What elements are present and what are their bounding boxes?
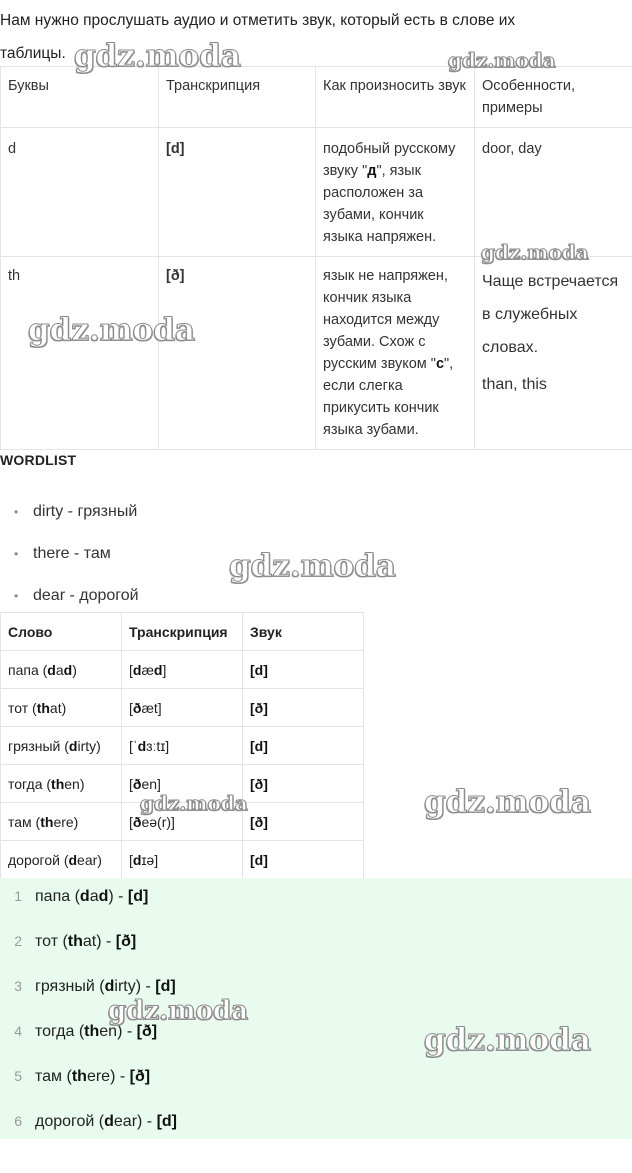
- transcription-cell: [122, 651, 243, 689]
- notes-cell: door, day: [475, 128, 632, 257]
- answer-block: [0, 878, 632, 1139]
- text: папа (: [8, 661, 48, 678]
- header-cell: Особенности, примеры: [475, 67, 632, 128]
- header-cell: Буквы: [1, 67, 159, 128]
- notes-example: than, this: [482, 376, 547, 393]
- table-row: [1, 727, 364, 765]
- text: там (: [35, 1068, 72, 1085]
- word-table: [0, 612, 364, 879]
- watermark-text: gdz.moda: [481, 240, 589, 264]
- text: язык не напряжен, кончик языка находится между зубами. Схож с русским звуком ": [323, 268, 448, 372]
- table-row: [1, 651, 364, 689]
- sound-cell: [243, 651, 364, 689]
- bold-part: d: [68, 737, 78, 754]
- wordlist: [14, 499, 139, 625]
- text: ): [96, 737, 101, 754]
- text: тогда (: [35, 1023, 85, 1040]
- sound-value: [d]: [155, 978, 176, 995]
- text: ", если слегка прикусить кончик языка зубами.: [323, 356, 454, 438]
- bold-part: th: [40, 813, 54, 830]
- letters-cell: th: [1, 257, 159, 450]
- list-item-text: dirty - грязный: [33, 503, 138, 520]
- text: at: [49, 699, 62, 716]
- sound-cell: [243, 689, 364, 727]
- answer-text: [35, 933, 136, 950]
- text: irty: [114, 978, 136, 995]
- item-number: 1: [14, 888, 22, 904]
- word-cell: [1, 651, 122, 689]
- text: [: [129, 851, 133, 868]
- text: eə(r)]: [141, 813, 175, 830]
- sound-cell: [243, 803, 364, 841]
- text: ere: [53, 813, 74, 830]
- watermark-text: gdz.moda: [28, 312, 195, 348]
- sound-cell: [243, 765, 364, 803]
- text: ): [61, 699, 67, 716]
- text: ): [79, 775, 85, 792]
- sound-table-header: [1, 67, 632, 128]
- intro-line-1: Нам нужно прослушать аудио и отметить звук, который есть в слове их: [0, 12, 516, 29]
- table-row: [1, 257, 632, 450]
- bold-part: d: [68, 851, 78, 868]
- watermark-text: gdz.moda: [448, 48, 556, 72]
- header-cell: Звук: [243, 613, 364, 651]
- sound-value: [d]: [127, 888, 149, 905]
- list-item: [0, 929, 177, 974]
- sound-value: [ð]: [115, 933, 137, 950]
- wordlist-heading: WORDLIST: [0, 452, 77, 468]
- bold-part: d: [79, 888, 90, 905]
- transcription-cell: [122, 689, 243, 727]
- bold-part: ð: [132, 775, 142, 792]
- text: грязный (: [8, 737, 69, 754]
- text: irty: [77, 737, 97, 754]
- text: æ: [141, 661, 154, 678]
- text: тот (: [8, 699, 37, 716]
- watermark-text: gdz.moda: [424, 784, 591, 820]
- sound-value: [d]: [250, 737, 268, 754]
- text: ) -: [96, 933, 116, 950]
- text: [: [129, 699, 133, 716]
- text: дорогой (: [35, 1113, 105, 1130]
- sound-value: [d]: [250, 851, 268, 868]
- sound-value: [d]: [156, 1113, 178, 1130]
- header-cell: Транскрипция: [122, 613, 243, 651]
- text: en]: [141, 775, 161, 792]
- bold-part: d: [132, 851, 142, 868]
- sound-value: [ð]: [250, 699, 268, 716]
- text: папа (: [35, 888, 80, 905]
- bold-part: ð: [132, 699, 142, 716]
- text: ) -: [108, 888, 128, 905]
- text: at: [82, 933, 97, 950]
- notes-text: Чаще встречается в служебных словах.: [482, 273, 619, 356]
- pronunciation-cell: [316, 128, 475, 257]
- intro-line-2: таблицы.: [0, 45, 66, 62]
- item-number: 4: [14, 1023, 22, 1039]
- list-item: [14, 541, 139, 583]
- table-row: [1, 841, 364, 879]
- item-number: 3: [14, 978, 22, 994]
- text: тот (: [35, 933, 68, 950]
- watermark-text: gdz.moda: [140, 791, 248, 815]
- word-cell: [1, 803, 122, 841]
- text: a: [55, 661, 64, 678]
- answer-text: [35, 978, 176, 995]
- bold-part: d: [104, 1113, 114, 1130]
- list-item: [0, 1109, 177, 1154]
- text: ", язык расположен за зубами, кончик языка напряжен.: [323, 163, 437, 245]
- text: там (: [8, 813, 41, 830]
- sound-value: [ð]: [250, 813, 268, 830]
- text: [ˈ: [129, 737, 138, 754]
- header-cell: Транскрипция: [159, 67, 316, 128]
- list-item: [0, 884, 177, 929]
- bullet-icon: •: [14, 547, 19, 561]
- answer-text: [35, 1113, 177, 1130]
- bold-part: th: [84, 1023, 100, 1040]
- header-cell: Слово: [1, 613, 122, 651]
- sound-cell: [243, 841, 364, 879]
- letters-cell: d: [1, 128, 159, 257]
- watermark-text: gdz.moda: [108, 996, 249, 1026]
- sound-value: [ð]: [136, 1023, 158, 1040]
- bold-part: th: [36, 699, 50, 716]
- text: ) -: [135, 978, 156, 995]
- text: [: [129, 813, 133, 830]
- text: ): [73, 813, 79, 830]
- bold-part: th: [51, 775, 65, 792]
- word-cell: [1, 841, 122, 879]
- answer-text: [35, 1068, 150, 1085]
- text: грязный (: [35, 978, 105, 995]
- text: ) -: [137, 1113, 157, 1130]
- bold-letter: д: [367, 163, 377, 179]
- watermark-text: gdz.moda: [74, 38, 241, 74]
- list-item-text: there - там: [33, 545, 111, 562]
- bold-part: ð: [132, 813, 142, 830]
- text: [: [129, 775, 133, 792]
- text: ɪə]: [141, 851, 159, 868]
- item-number: 5: [14, 1068, 22, 1084]
- text: [: [129, 661, 133, 678]
- bold-part: d: [63, 661, 73, 678]
- bold-part: d: [137, 737, 147, 754]
- bold-part: d: [104, 978, 115, 995]
- table-row: [1, 128, 632, 257]
- table-row: [1, 689, 364, 727]
- list-item: [14, 499, 139, 541]
- bold-part: th: [71, 1068, 87, 1085]
- sound-cell: [243, 727, 364, 765]
- transcription-cell: [122, 727, 243, 765]
- bold-letter: с: [435, 356, 445, 372]
- watermark-text: gdz.moda: [229, 548, 396, 584]
- item-number: 2: [14, 933, 22, 949]
- answer-text: [35, 888, 148, 905]
- word-cell: [1, 727, 122, 765]
- word-cell: [1, 765, 122, 803]
- text: ]: [162, 661, 167, 678]
- header-cell: Как произносить звук: [316, 67, 475, 128]
- text: ): [97, 851, 102, 868]
- text: ɜːtɪ]: [146, 737, 170, 754]
- text: тогда (: [8, 775, 52, 792]
- bold-part: th: [67, 933, 83, 950]
- transcription-cell: [d]: [159, 128, 316, 257]
- text: подобный русскому звуку ": [323, 141, 456, 179]
- transcription-cell: [ð]: [159, 257, 316, 450]
- text: ear: [77, 851, 98, 868]
- word-table-header: [1, 613, 364, 651]
- item-number: 6: [14, 1113, 22, 1129]
- sound-value: [d]: [250, 661, 268, 678]
- sound-value: [ð]: [250, 775, 268, 792]
- text: en: [64, 775, 80, 792]
- pronunciation-cell: [316, 257, 475, 450]
- bold-part: d: [98, 888, 109, 905]
- text: en: [99, 1023, 118, 1040]
- text: ear: [113, 1113, 138, 1130]
- bullet-icon: •: [14, 589, 19, 603]
- sound-value: [ð]: [129, 1068, 151, 1085]
- word-cell: [1, 689, 122, 727]
- bullet-icon: •: [14, 505, 19, 519]
- text: дорогой (: [8, 851, 69, 868]
- text: ) -: [117, 1023, 137, 1040]
- transcription-cell: [122, 841, 243, 879]
- text: ): [72, 661, 77, 678]
- bold-part: d: [47, 661, 56, 678]
- text: ere: [86, 1068, 111, 1085]
- bold-part: d: [153, 661, 163, 678]
- notes-cell: [475, 257, 632, 450]
- watermark-text: gdz.moda: [424, 1022, 591, 1058]
- list-item-text: dear - дорогой: [33, 587, 139, 604]
- list-item: [0, 1064, 177, 1109]
- text: æt]: [141, 699, 162, 716]
- text: ) -: [110, 1068, 130, 1085]
- bold-part: d: [132, 661, 142, 678]
- text: a: [89, 888, 99, 905]
